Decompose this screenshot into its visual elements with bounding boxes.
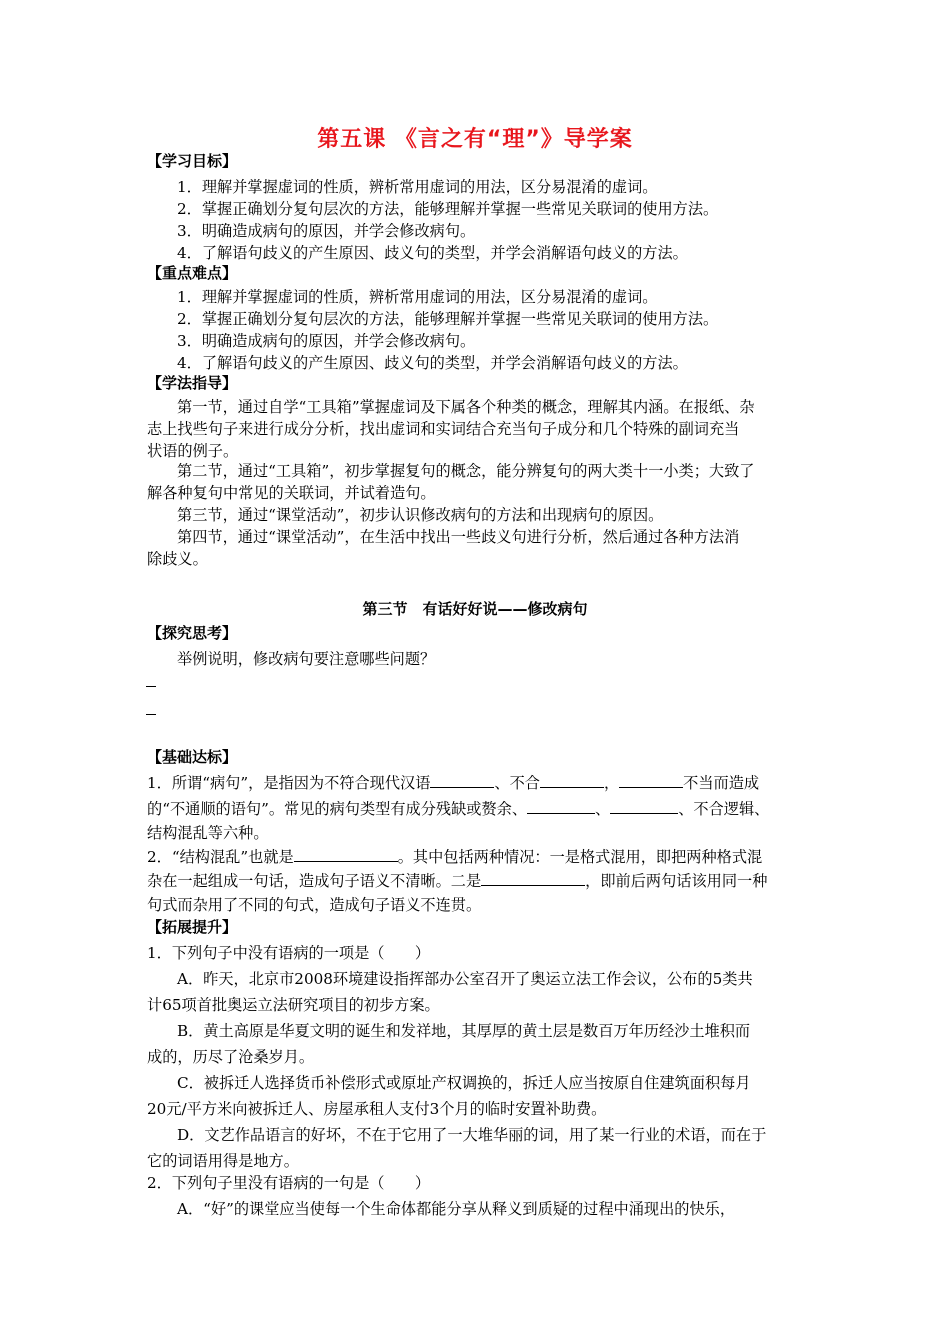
extend-option: C．被拆迁人选择货币补偿形式或原址产权调换的，拆迁人应当按原自住建筑面积每月 (177, 1074, 751, 1092)
heading-basics: 【基础达标】 (147, 748, 238, 766)
q2-text: 杂在一起组成一句话，造成句子语义不清晰。二是 (147, 872, 482, 890)
heading-method-guide: 【学法指导】 (147, 374, 238, 392)
extend-option: A．“好”的课堂应当使每一个生命体都能分享从释义到质疑的过程中涌现出的快乐， (177, 1200, 736, 1218)
extend-option: D．文艺作品语言的好坏，不在于它用了一大堆华丽的词，用了某一行业的术语，而在于 (177, 1126, 767, 1144)
q1-text: ， (603, 774, 620, 792)
q1-text: 1．所谓“病句”，是指因为不符合现代汉语 (147, 774, 431, 792)
answer-line (146, 686, 156, 687)
fill-blank[interactable] (430, 773, 494, 788)
extend-option: B．黄土高原是华夏文明的诞生和发祥地，其厚厚的黄土层是数百万年历经沙土堆积而 (177, 1022, 751, 1040)
q2-text: ，即前后两句话该用同一种 (585, 872, 768, 890)
basics-question-1-line-3: 结构混乱等六种。 (147, 824, 269, 842)
heading-extend: 【拓展提升】 (147, 918, 238, 936)
goal-item: 4．了解语句歧义的产生原因、歧义句的类型，并学会消解语句歧义的方法。 (177, 244, 688, 262)
key-point-item: 3．明确造成病句的原因，并学会修改病句。 (177, 332, 476, 350)
method-line: 志上找些句子来进行成分分析，找出虚词和实词结合充当句子成分和几个特殊的副词充当 (147, 420, 740, 438)
key-point-item: 2．掌握正确划分复句层次的方法，能够理解并掌握一些常见关联词的使用方法。 (177, 310, 719, 328)
extend-option: 20元/平方米向被拆迁人、房屋承租人支付3个月的临时安置补助费。 (147, 1100, 607, 1118)
goal-item: 2．掌握正确划分复句层次的方法，能够理解并掌握一些常见关联词的使用方法。 (177, 200, 719, 218)
basics-question-2-line-3: 句式而杂用了不同的句式，造成句子语义不连贯。 (147, 896, 482, 914)
key-point-item: 1．理解并掌握虚词的性质，辨析常用虚词的用法，区分易混淆的虚词。 (177, 288, 658, 306)
answer-line (146, 714, 156, 715)
extend-option: 计65项首批奥运立法研究项目的初步方案。 (147, 996, 440, 1014)
fill-blank[interactable] (540, 773, 604, 788)
document-title: 第五课 《言之有“理”》导学案 (317, 127, 633, 152)
method-line: 解各种复句中常见的关联词，并试着造句。 (147, 484, 436, 502)
fill-blank[interactable] (294, 847, 398, 862)
fill-blank[interactable] (619, 773, 683, 788)
method-line: 除歧义。 (147, 550, 208, 568)
extend-option: 成的，历尽了沧桑岁月。 (147, 1048, 315, 1066)
method-line: 第二节，通过“工具箱”，初步掌握复句的概念，能分辨复句的两大类十一小类；大致了 (177, 462, 755, 480)
heading-key-points: 【重点难点】 (147, 264, 238, 282)
q1-text: 、不合 (494, 774, 540, 792)
section-title: 第三节 有话好好说——修改病句 (362, 600, 588, 618)
basics-question-2 (147, 846, 817, 868)
q1-text: 、不合逻辑、 (678, 800, 770, 818)
fill-blank[interactable] (481, 871, 585, 886)
heading-learning-goals: 【学习目标】 (147, 152, 238, 170)
extend-option: 它的词语用得是地方。 (147, 1152, 299, 1170)
basics-question-2-line-2 (147, 870, 817, 892)
fill-blank[interactable] (610, 799, 678, 814)
extend-option: A．昨天，北京市2008环境建设指挥部办公室召开了奥运立法工作会议，公布的5类共 (177, 970, 753, 988)
method-line: 第四节，通过“课堂活动”，在生活中找出一些歧义句进行分析，然后通过各种方法消 (177, 528, 740, 546)
method-line: 第一节，通过自学“工具箱”掌握虚词及下属各个种类的概念，理解其内涵。在报纸、杂 (177, 398, 755, 416)
heading-explore: 【探究思考】 (147, 624, 238, 642)
q2-text: 2．“结构混乱”也就是 (147, 848, 294, 866)
q2-text: 。其中包括两种情况：一是格式混用，即把两种格式混 (397, 848, 763, 866)
extend-question: 2．下列句子里没有语病的一句是（ ） (147, 1174, 431, 1192)
q1-text: 不当而造成 (683, 774, 760, 792)
q1-text: 的“不通顺的语句”。常见的病句类型有成分残缺或赘余、 (147, 800, 528, 818)
explore-question: 举例说明，修改病句要注意哪些问题？ (177, 650, 436, 668)
basics-question-1-line-2 (147, 798, 817, 820)
method-line: 状语的例子。 (147, 442, 239, 460)
goal-item: 3．明确造成病句的原因，并学会修改病句。 (177, 222, 476, 240)
basics-question-1 (147, 772, 817, 794)
key-point-item: 4．了解语句歧义的产生原因、歧义句的类型，并学会消解语句歧义的方法。 (177, 354, 688, 372)
fill-blank[interactable] (527, 799, 595, 814)
q1-text: 、 (595, 800, 611, 818)
goal-item: 1．理解并掌握虚词的性质，辨析常用虚词的用法，区分易混淆的虚词。 (177, 178, 658, 196)
extend-question: 1．下列句子中没有语病的一项是（ ） (147, 944, 431, 962)
method-line: 第三节，通过“课堂活动”，初步认识修改病句的方法和出现病句的原因。 (177, 506, 664, 524)
